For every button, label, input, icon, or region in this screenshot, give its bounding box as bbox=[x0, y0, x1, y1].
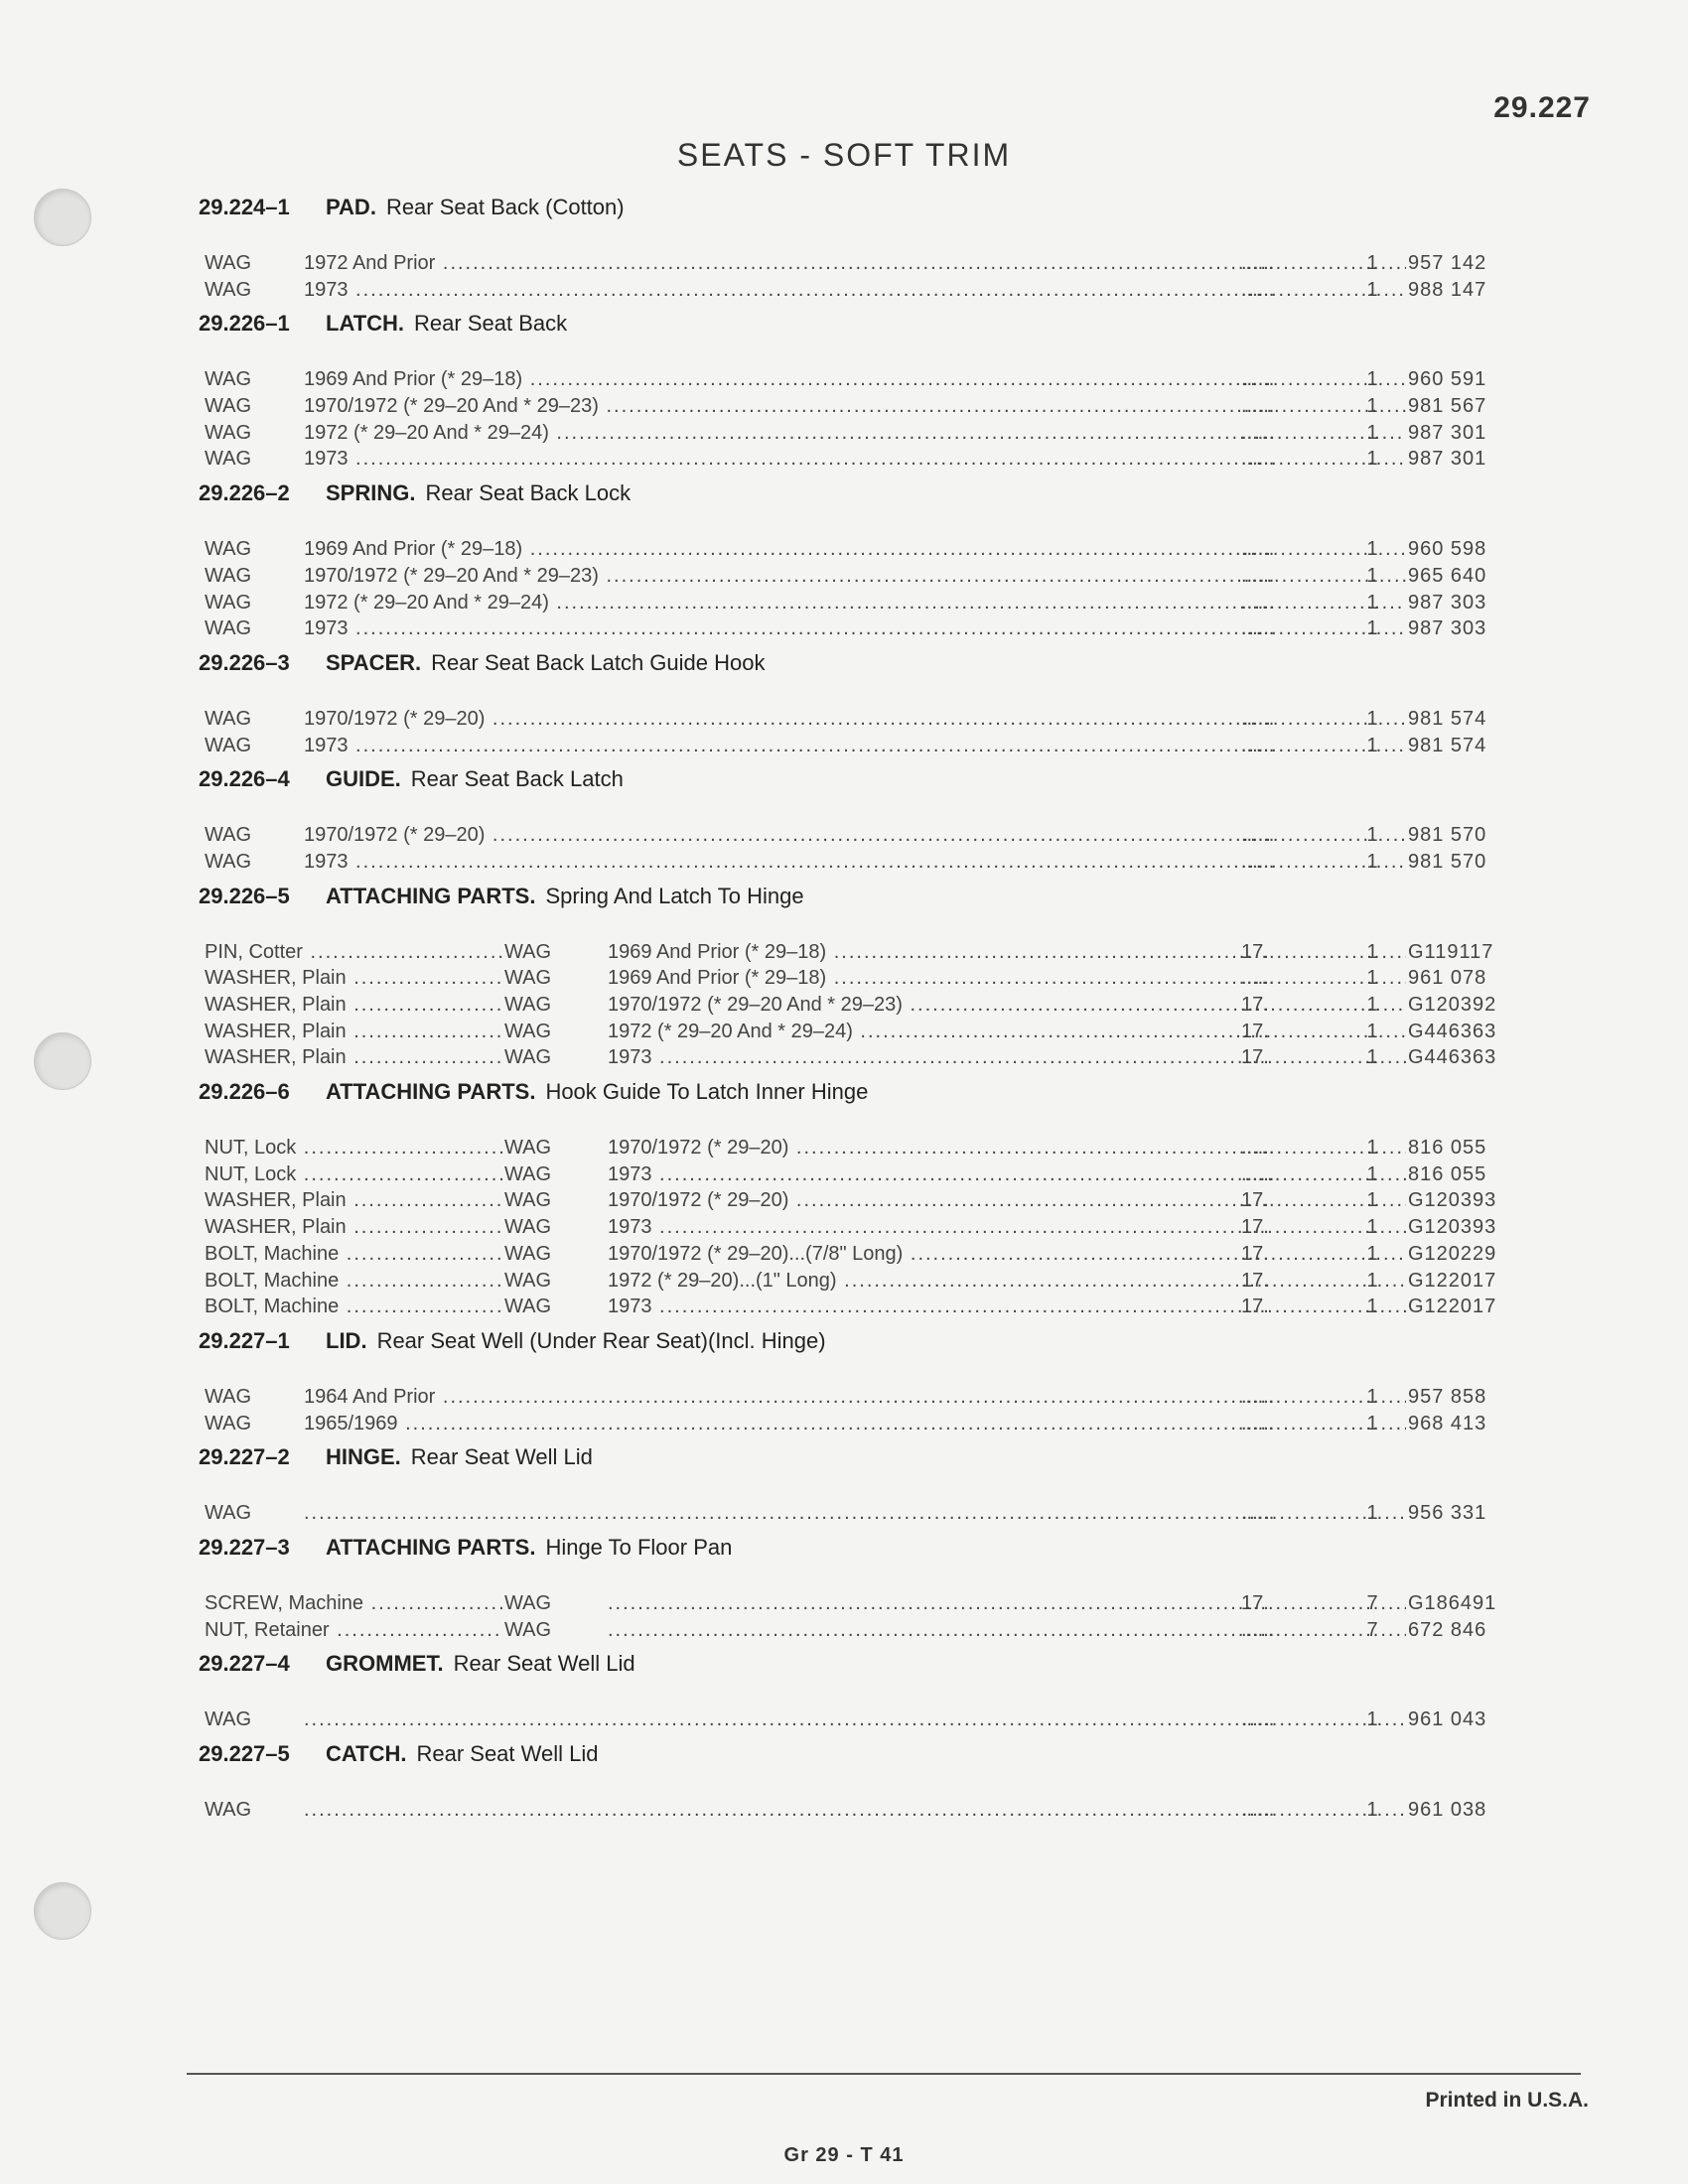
binder-hole-bottom bbox=[34, 1882, 91, 1940]
part-name: BOLT, Machine ..... bbox=[205, 1243, 502, 1266]
quantity: 1 bbox=[1366, 564, 1378, 587]
group-ref: 17. bbox=[1241, 1216, 1269, 1239]
part-section bbox=[199, 480, 1519, 644]
section-name: SPRING. bbox=[326, 480, 416, 506]
section-description: Spring And Latch To Hinge bbox=[545, 883, 804, 908]
part-number: 981 574 bbox=[1408, 707, 1487, 730]
group-ref: ...... bbox=[1241, 278, 1275, 301]
part-number: 957 142 bbox=[1408, 252, 1487, 274]
part-number: 981 574 bbox=[1408, 734, 1487, 756]
quantity: 1 bbox=[1366, 734, 1378, 756]
model-code: WAG bbox=[504, 1216, 552, 1239]
part-row bbox=[199, 1592, 1519, 1619]
part-row bbox=[199, 1189, 1519, 1216]
model-code: WAG bbox=[504, 1269, 552, 1292]
application-description: 1973 ..... bbox=[608, 1163, 1406, 1186]
application-description: 1964 And Prior ..... bbox=[304, 1386, 1406, 1409]
part-section bbox=[199, 311, 1519, 475]
group-ref: ...... bbox=[1241, 591, 1275, 614]
part-number: 816 055 bbox=[1408, 1137, 1487, 1160]
quantity: 1 bbox=[1366, 967, 1378, 990]
quantity: 1 bbox=[1366, 1242, 1378, 1265]
application-description: 1970/1972 (* 29–20) ..... bbox=[608, 1137, 1406, 1160]
application-description: 1969 And Prior (* 29–18) ..... bbox=[304, 538, 1406, 561]
section-name: ATTACHING PARTS. bbox=[326, 1079, 536, 1105]
section-name: GROMMET. bbox=[326, 1651, 444, 1677]
quantity: 1 bbox=[1366, 940, 1378, 963]
application-description: 1973 ..... bbox=[304, 279, 1406, 302]
model-code: WAG bbox=[504, 1591, 552, 1614]
section-heading bbox=[199, 766, 1519, 806]
section-description: Rear Seat Well (Under Rear Seat)(Incl. Hinge) bbox=[376, 1327, 826, 1353]
part-number: G119117 bbox=[1408, 940, 1494, 963]
group-ref: 17. bbox=[1241, 1296, 1269, 1318]
part-number: G186491 bbox=[1408, 1591, 1497, 1614]
group-ref: ...... bbox=[1241, 850, 1275, 873]
application-description: 1973 ..... bbox=[608, 1216, 1406, 1239]
part-number: 987 301 bbox=[1408, 421, 1487, 444]
parts-catalog-sections bbox=[199, 195, 1519, 1832]
section-heading bbox=[199, 195, 1519, 234]
section-description: Hook Guide To Latch Inner Hinge bbox=[545, 1079, 869, 1105]
application-description: 1973 ..... bbox=[304, 617, 1406, 640]
part-number: G120393 bbox=[1408, 1216, 1497, 1239]
part-name: BOLT, Machine ..... bbox=[205, 1296, 502, 1318]
model-code: WAG bbox=[205, 734, 252, 756]
part-row bbox=[199, 279, 1519, 306]
section-number: 29.227–3 bbox=[199, 1534, 290, 1560]
printed-in-note: Printed in U.S.A. bbox=[1425, 2089, 1589, 2112]
part-number: 816 055 bbox=[1408, 1162, 1487, 1185]
quantity: 1 bbox=[1366, 1799, 1378, 1821]
part-row bbox=[199, 1137, 1519, 1163]
quantity: 1 bbox=[1366, 1269, 1378, 1292]
part-number: 987 301 bbox=[1408, 448, 1487, 471]
part-name: WASHER, Plain ..... bbox=[205, 1189, 502, 1212]
model-code: WAG bbox=[504, 994, 552, 1016]
part-number: 981 567 bbox=[1408, 395, 1487, 418]
section-number: 29.227–2 bbox=[199, 1444, 290, 1470]
section-heading bbox=[199, 1741, 1519, 1781]
application-description: 1970/1972 (* 29–20 And * 29–23) ..... bbox=[304, 395, 1406, 418]
binder-hole-top bbox=[34, 189, 91, 246]
part-row bbox=[199, 1216, 1519, 1243]
part-row bbox=[199, 824, 1519, 851]
quantity: 1 bbox=[1366, 617, 1378, 640]
part-row bbox=[199, 617, 1519, 644]
part-number: 956 331 bbox=[1408, 1502, 1487, 1525]
part-name: NUT, Retainer ..... bbox=[205, 1619, 502, 1642]
section-description: Rear Seat Back Latch Guide Hook bbox=[431, 649, 766, 675]
quantity: 1 bbox=[1366, 1020, 1378, 1042]
part-row bbox=[199, 1021, 1519, 1047]
part-row bbox=[199, 1502, 1519, 1529]
application-description: 1969 And Prior (* 29–18) ..... bbox=[304, 368, 1406, 391]
model-code: WAG bbox=[504, 967, 552, 990]
quantity: 1 bbox=[1366, 1502, 1378, 1525]
section-description: Rear Seat Back Latch bbox=[410, 766, 624, 792]
section-name: ATTACHING PARTS. bbox=[326, 1534, 536, 1560]
model-code: WAG bbox=[205, 538, 252, 561]
model-code: WAG bbox=[205, 564, 252, 587]
part-name: WASHER, Plain ..... bbox=[205, 1021, 502, 1043]
application-description: 1972 (* 29–20)...(1" Long) ..... bbox=[608, 1270, 1406, 1293]
quantity: 1 bbox=[1366, 994, 1378, 1016]
part-number: G446363 bbox=[1408, 1046, 1497, 1069]
part-name: WASHER, Plain ..... bbox=[205, 1216, 502, 1239]
quantity: 1 bbox=[1366, 1216, 1378, 1239]
quantity: 1 bbox=[1366, 252, 1378, 274]
part-row bbox=[199, 448, 1519, 475]
part-section bbox=[199, 650, 1519, 760]
model-code: WAG bbox=[205, 1502, 252, 1525]
part-row bbox=[199, 592, 1519, 618]
group-ref: ...... bbox=[1241, 1412, 1275, 1434]
group-ref: ...... bbox=[1241, 448, 1275, 471]
quantity: 1 bbox=[1366, 421, 1378, 444]
model-code: WAG bbox=[205, 1708, 252, 1731]
section-name: GUIDE. bbox=[326, 766, 401, 792]
section-heading bbox=[199, 884, 1519, 923]
group-ref: 17. bbox=[1241, 994, 1269, 1016]
application-description: 1970/1972 (* 29–20 And * 29–23) ..... bbox=[304, 565, 1406, 588]
quantity: 1 bbox=[1366, 850, 1378, 873]
model-code: WAG bbox=[504, 1137, 552, 1160]
part-row bbox=[199, 1046, 1519, 1073]
application-description: 1965/1969 ..... bbox=[304, 1413, 1406, 1435]
model-code: WAG bbox=[205, 824, 252, 847]
group-ref: ...... bbox=[1241, 1708, 1275, 1731]
part-row bbox=[199, 422, 1519, 449]
group-ref: 17. bbox=[1241, 1242, 1269, 1265]
application-description: 1970/1972 (* 29–20 And * 29–23) ..... bbox=[608, 994, 1406, 1017]
quantity: 1 bbox=[1366, 1189, 1378, 1212]
section-heading bbox=[199, 311, 1519, 350]
section-heading bbox=[199, 1535, 1519, 1574]
section-heading bbox=[199, 1328, 1519, 1368]
section-description: Rear Seat Well Lid bbox=[453, 1651, 635, 1677]
part-section bbox=[199, 1741, 1519, 1826]
group-ref: ...... bbox=[1241, 1618, 1275, 1641]
part-section bbox=[199, 884, 1519, 1073]
part-row bbox=[199, 941, 1519, 968]
part-section bbox=[199, 1079, 1519, 1322]
section-number: 29.226–2 bbox=[199, 480, 290, 506]
model-code: WAG bbox=[504, 1189, 552, 1212]
part-section bbox=[199, 195, 1519, 305]
model-code: WAG bbox=[205, 252, 252, 274]
section-description: Hinge To Floor Pan bbox=[545, 1534, 733, 1560]
model-code: WAG bbox=[205, 368, 252, 391]
part-number: 965 640 bbox=[1408, 564, 1487, 587]
part-name: PIN, Cotter ..... bbox=[205, 941, 502, 964]
part-number: G120393 bbox=[1408, 1189, 1497, 1212]
model-code: WAG bbox=[504, 940, 552, 963]
quantity: 1 bbox=[1366, 1296, 1378, 1318]
part-section bbox=[199, 1535, 1519, 1645]
part-section bbox=[199, 1328, 1519, 1438]
section-number: 29.226–5 bbox=[199, 883, 290, 908]
quantity: 1 bbox=[1366, 591, 1378, 614]
section-name: LID. bbox=[326, 1327, 367, 1353]
part-number: 961 038 bbox=[1408, 1799, 1487, 1821]
section-description: Rear Seat Back bbox=[414, 311, 568, 337]
part-number: 672 846 bbox=[1408, 1618, 1487, 1641]
part-number: 981 570 bbox=[1408, 824, 1487, 847]
part-number: G446363 bbox=[1408, 1020, 1497, 1042]
part-number: 981 570 bbox=[1408, 850, 1487, 873]
model-code: WAG bbox=[205, 1799, 252, 1821]
part-name: NUT, Lock ..... bbox=[205, 1137, 502, 1160]
quantity: 1 bbox=[1366, 1412, 1378, 1434]
part-row bbox=[199, 967, 1519, 994]
section-number: 29.226–6 bbox=[199, 1079, 290, 1105]
part-row bbox=[199, 735, 1519, 761]
part-row bbox=[199, 252, 1519, 279]
page-title: SEATS - SOFT TRIM bbox=[676, 137, 1012, 173]
part-number: 957 858 bbox=[1408, 1385, 1487, 1408]
part-row bbox=[199, 395, 1519, 422]
application-description: 1970/1972 (* 29–20)...(7/8" Long) ..... bbox=[608, 1243, 1406, 1266]
part-section bbox=[199, 1444, 1519, 1529]
model-code: WAG bbox=[205, 448, 252, 471]
group-ref: 17. bbox=[1241, 1189, 1269, 1212]
group-ref: ...... bbox=[1241, 617, 1275, 640]
application-description: 1972 (* 29–20 And * 29–24) ..... bbox=[304, 422, 1406, 445]
model-code: WAG bbox=[205, 591, 252, 614]
section-name: LATCH. bbox=[326, 311, 405, 337]
model-code: WAG bbox=[504, 1020, 552, 1042]
model-code: WAG bbox=[205, 278, 252, 301]
section-heading bbox=[199, 1079, 1519, 1119]
model-code: WAG bbox=[205, 395, 252, 418]
quantity: 7 bbox=[1366, 1591, 1378, 1614]
part-row bbox=[199, 1270, 1519, 1297]
quantity: 1 bbox=[1366, 1385, 1378, 1408]
group-ref: ...... bbox=[1241, 395, 1275, 418]
application-description: 1969 And Prior (* 29–18) ..... bbox=[608, 967, 1406, 990]
section-description: Rear Seat Well Lid bbox=[410, 1444, 593, 1470]
quantity: 1 bbox=[1366, 368, 1378, 391]
quantity: 1 bbox=[1366, 448, 1378, 471]
group-ref: 17. bbox=[1241, 1020, 1269, 1042]
part-name: NUT, Lock ..... bbox=[205, 1163, 502, 1186]
part-section bbox=[199, 1651, 1519, 1735]
model-code: WAG bbox=[504, 1046, 552, 1069]
group-ref: ...... bbox=[1241, 1502, 1275, 1525]
part-row bbox=[199, 1799, 1519, 1826]
footer-page-ref: Gr 29 - T 41 bbox=[783, 2144, 905, 2166]
model-code: WAG bbox=[205, 1385, 252, 1408]
part-number: G120392 bbox=[1408, 994, 1497, 1016]
group-ref: 17. bbox=[1241, 1269, 1269, 1292]
part-number: G122017 bbox=[1408, 1296, 1497, 1318]
quantity: 1 bbox=[1366, 824, 1378, 847]
model-code: WAG bbox=[205, 850, 252, 873]
section-number: 29.226–1 bbox=[199, 311, 290, 337]
application-description: 1970/1972 (* 29–20) ..... bbox=[304, 824, 1406, 847]
part-row bbox=[199, 1296, 1519, 1322]
section-description: Rear Seat Back Lock bbox=[425, 480, 632, 506]
group-ref: ...... bbox=[1241, 967, 1275, 990]
group-ref: 17. bbox=[1241, 940, 1269, 963]
group-ref: ...... bbox=[1241, 252, 1275, 274]
section-name: SPACER. bbox=[326, 649, 422, 675]
group-ref: ...... bbox=[1241, 1385, 1275, 1408]
group-ref: ...... bbox=[1241, 564, 1275, 587]
section-name: HINGE. bbox=[326, 1444, 401, 1470]
part-number: 960 591 bbox=[1408, 368, 1487, 391]
model-code: WAG bbox=[504, 1162, 552, 1185]
part-name: WASHER, Plain ..... bbox=[205, 967, 502, 990]
part-row bbox=[199, 565, 1519, 592]
group-ref: ...... bbox=[1241, 368, 1275, 391]
part-number: 988 147 bbox=[1408, 278, 1487, 301]
part-row bbox=[199, 1413, 1519, 1439]
part-number: 968 413 bbox=[1408, 1412, 1487, 1434]
model-code: WAG bbox=[504, 1296, 552, 1318]
quantity: 7 bbox=[1366, 1618, 1378, 1641]
quantity: 1 bbox=[1366, 538, 1378, 561]
part-row bbox=[199, 851, 1519, 878]
group-ref: ...... bbox=[1241, 538, 1275, 561]
section-name: PAD. bbox=[326, 195, 376, 219]
application-description: 1973 ..... bbox=[304, 735, 1406, 757]
part-number: 987 303 bbox=[1408, 591, 1487, 614]
model-code: WAG bbox=[205, 421, 252, 444]
model-code: WAG bbox=[205, 617, 252, 640]
part-row bbox=[199, 708, 1519, 735]
group-ref: ...... bbox=[1241, 1137, 1275, 1160]
section-name: ATTACHING PARTS. bbox=[326, 883, 536, 908]
page-number: 29.227 bbox=[1493, 91, 1591, 124]
section-number: 29.224–1 bbox=[199, 195, 290, 219]
quantity: 1 bbox=[1366, 1162, 1378, 1185]
section-description: Rear Seat Well Lid bbox=[416, 1741, 599, 1766]
group-ref: ...... bbox=[1241, 1799, 1275, 1821]
section-heading bbox=[199, 650, 1519, 690]
group-ref: ...... bbox=[1241, 734, 1275, 756]
quantity: 1 bbox=[1366, 707, 1378, 730]
section-heading bbox=[199, 1651, 1519, 1691]
group-ref: ...... bbox=[1241, 1162, 1275, 1185]
section-number: 29.226–3 bbox=[199, 649, 290, 675]
section-number: 29.227–1 bbox=[199, 1327, 290, 1353]
footer-divider bbox=[187, 2073, 1581, 2075]
group-ref: 17. bbox=[1241, 1046, 1269, 1069]
section-name: CATCH. bbox=[326, 1741, 407, 1766]
application-description: 1970/1972 (* 29–20) ..... bbox=[608, 1189, 1406, 1212]
application-description: 1972 (* 29–20 And * 29–24) ..... bbox=[304, 592, 1406, 614]
model-code: WAG bbox=[205, 1412, 252, 1434]
part-row bbox=[199, 368, 1519, 395]
part-number: G120229 bbox=[1408, 1242, 1497, 1265]
part-name: WASHER, Plain ..... bbox=[205, 1046, 502, 1069]
part-number: G122017 bbox=[1408, 1269, 1497, 1292]
part-row bbox=[199, 1243, 1519, 1270]
quantity: 1 bbox=[1366, 278, 1378, 301]
application-description: 1973 ..... bbox=[304, 448, 1406, 471]
part-number: 961 078 bbox=[1408, 967, 1487, 990]
part-number: 960 598 bbox=[1408, 538, 1487, 561]
group-ref: ...... bbox=[1241, 707, 1275, 730]
quantity: 1 bbox=[1366, 395, 1378, 418]
part-name: WASHER, Plain ..... bbox=[205, 994, 502, 1017]
part-name: SCREW, Machine ..... bbox=[205, 1592, 502, 1615]
part-row bbox=[199, 1619, 1519, 1646]
part-row bbox=[199, 994, 1519, 1021]
section-description: Rear Seat Back (Cotton) bbox=[385, 195, 625, 219]
part-number: 961 043 bbox=[1408, 1708, 1487, 1731]
application-description: 1973 ..... bbox=[304, 851, 1406, 874]
application-description: 1973 ..... bbox=[608, 1296, 1406, 1318]
part-row bbox=[199, 1708, 1519, 1735]
section-number: 29.227–5 bbox=[199, 1741, 290, 1766]
group-ref: ...... bbox=[1241, 421, 1275, 444]
application-description: 1972 And Prior ..... bbox=[304, 252, 1406, 275]
quantity: 1 bbox=[1366, 1046, 1378, 1069]
part-row bbox=[199, 538, 1519, 565]
part-section bbox=[199, 766, 1519, 877]
application-description: 1973 ..... bbox=[608, 1046, 1406, 1069]
quantity: 1 bbox=[1366, 1708, 1378, 1731]
quantity: 1 bbox=[1366, 1137, 1378, 1160]
section-heading bbox=[199, 480, 1519, 520]
section-number: 29.226–4 bbox=[199, 766, 290, 792]
model-code: WAG bbox=[504, 1618, 552, 1641]
binder-hole-middle bbox=[34, 1032, 91, 1090]
section-number: 29.227–4 bbox=[199, 1651, 290, 1677]
part-row bbox=[199, 1163, 1519, 1190]
part-name: BOLT, Machine ..... bbox=[205, 1270, 502, 1293]
part-row bbox=[199, 1386, 1519, 1413]
application-description: 1970/1972 (* 29–20) ..... bbox=[304, 708, 1406, 731]
part-number: 987 303 bbox=[1408, 617, 1487, 640]
section-heading bbox=[199, 1444, 1519, 1484]
group-ref: 17. bbox=[1241, 1591, 1269, 1614]
group-ref: ...... bbox=[1241, 824, 1275, 847]
model-code: WAG bbox=[205, 707, 252, 730]
model-code: WAG bbox=[504, 1242, 552, 1265]
application-description: 1972 (* 29–20 And * 29–24) ..... bbox=[608, 1021, 1406, 1043]
application-description: 1969 And Prior (* 29–18) ..... bbox=[608, 941, 1406, 964]
